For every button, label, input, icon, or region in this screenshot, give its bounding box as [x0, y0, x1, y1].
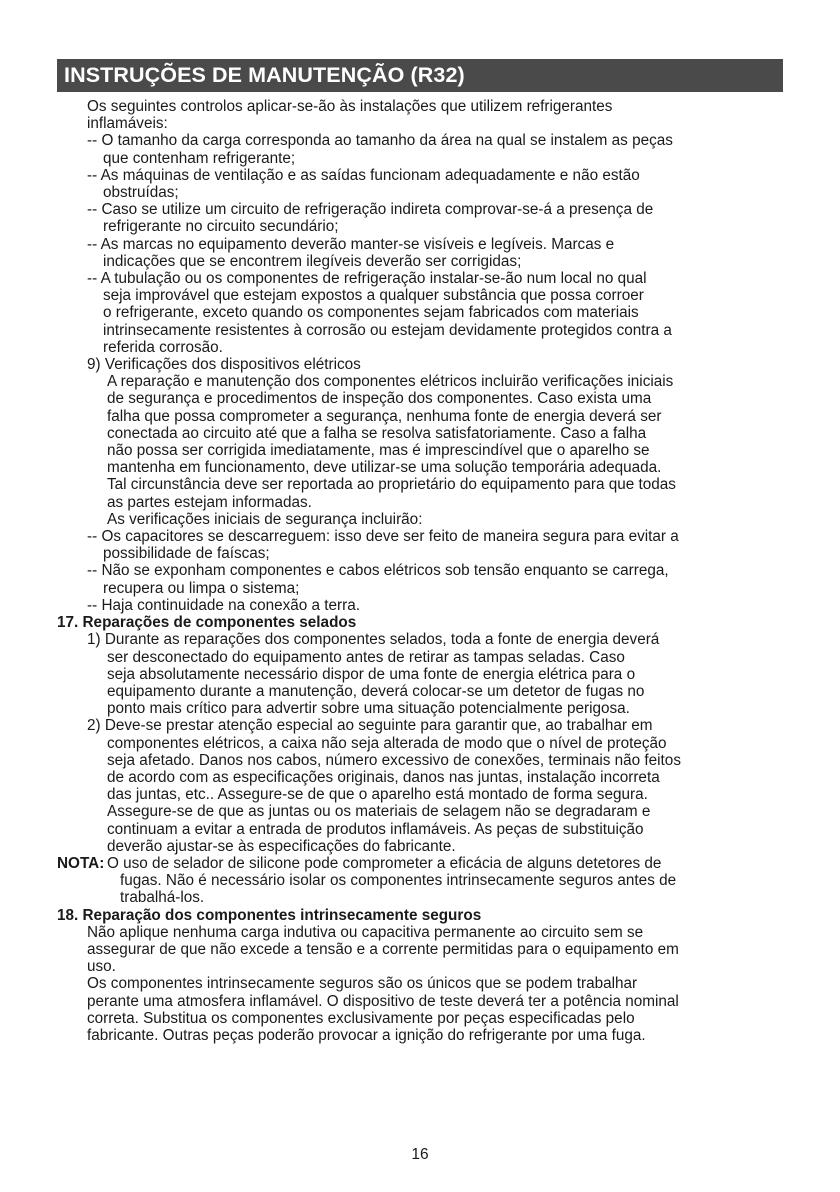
section-9-line: falha que possa comprometer a segurança, nenhuma fonte de energia deverá ser: [107, 407, 662, 425]
section-18-line: uso.: [87, 958, 116, 976]
section-17-line: seja afetado. Danos nos cabos, número excessivo de conexões, terminais não feitos: [107, 751, 681, 769]
nota-label: NOTA:: [57, 854, 105, 872]
section-9-item-line: recupera ou limpa o sistema;: [103, 579, 300, 597]
check-item-line: -- O tamanho da carga corresponda ao tamanho da área na qual se instalem as peças: [87, 132, 673, 150]
page-header: [57, 59, 783, 92]
document-body: [0, 98, 840, 1044]
check-item-line: referida corrosão.: [103, 338, 223, 356]
section-17-line: Assegure-se de que as juntas ou os materiais de selagem não se degradaram e: [107, 803, 651, 821]
section-17-line: componentes elétricos, a caixa não seja alterada de modo que o nível de proteção: [107, 734, 667, 752]
section-18-title: 18. Reparação dos componentes intrinsecamente seguros: [57, 906, 482, 924]
section-17-title: 17. Reparações de componentes selados: [57, 614, 357, 632]
nota-line: [0, 855, 840, 872]
section-17-line: ponto mais crítico para advertir sobre uma situação potencialmente perigosa.: [107, 700, 630, 718]
section-9-line: conectada ao circuito até que a falha se resolva satisfatoriamente. Caso a falha: [107, 424, 647, 442]
section-9-item-line: -- Os capacitores se descarreguem: isso deve ser feito de maneira segura para evitar a: [87, 528, 679, 546]
section-17-line: 2) Deve-se prestar atenção especial ao seguinte para garantir que, ao trabalhar em: [87, 717, 653, 735]
section-17-line: das juntas, etc.. Assegure-se de que o aparelho está montado de forma segura.: [107, 786, 648, 804]
check-item-line: -- A tubulação ou os componentes de refrigeração instalar-se-ão num local no qual: [87, 270, 647, 288]
check-item-line: -- As máquinas de ventilação e as saídas funcionam adequadamente e não estão: [87, 166, 640, 184]
page-number: 16: [411, 1146, 429, 1163]
check-item-line: seja improvável que estejam expostos a qualquer substância que possa corroer: [103, 287, 644, 305]
check-item-line: refrigerante no circuito secundário;: [103, 218, 339, 236]
section-17-line: deverão ajustar-se às especificações do fabricante.: [107, 837, 456, 855]
section-9-item-line: possibilidade de faíscas;: [103, 545, 270, 563]
section-17-line: de acordo com as especificações originais, danos nas juntas, instalação incorreta: [107, 768, 660, 786]
section-9-line: As verificações iniciais de segurança incluirão:: [107, 510, 423, 528]
section-17-line: ser desconectado do equipamento antes de retirar as tampas seladas. Caso: [107, 648, 625, 666]
section-9-item-line: -- Haja continuidade na conexão a terra.: [87, 596, 360, 614]
section-9-line: Tal circunstância deve ser reportada ao proprietário do equipamento para que todas: [107, 476, 676, 494]
intro-line: inflamáveis:: [87, 115, 168, 133]
header-title: INSTRUÇÕES DE MANUTENÇÃO (R32): [64, 63, 465, 87]
section-9-title: 9) Verificações dos dispositivos elétricos: [87, 356, 361, 374]
section-9-line: de segurança e procedimentos de inspeção dos componentes. Caso exista uma: [107, 390, 652, 408]
check-item-line: o refrigerante, exceto quando os componentes sejam fabricados com materiais: [103, 304, 639, 322]
check-item-line: -- Caso se utilize um circuito de refrigeração indireta comprovar-se-á a presença de: [87, 201, 654, 219]
check-item-line: indicações que se encontrem ilegíveis deverão ser corrigidas;: [103, 252, 522, 270]
nota-line: trabalhá-los.: [120, 889, 205, 907]
section-9-line: mantenha em funcionamento, deve utilizar-se uma solução temporária adequada.: [107, 459, 662, 477]
section-18-line: correta. Substitua os componentes exclusivamente por peças especificadas pelo: [87, 1009, 635, 1027]
check-item-line: que contenham refrigerante;: [103, 149, 296, 167]
intro-line: Os seguintes controlos aplicar-se-ão às instalações que utilizem refrigerantes: [87, 98, 613, 115]
section-9-line: não possa ser corrigida imediatamente, mas é imprescindível que o aparelho se: [107, 442, 650, 460]
section-17-line: 1) Durante as reparações dos componentes selados, toda a fonte de energia deverá: [87, 631, 660, 649]
section-9-line: as partes estejam informadas.: [107, 493, 312, 511]
section-9-line: A reparação e manutenção dos componentes elétricos incluirão verificações iniciais: [107, 373, 674, 391]
section-17-line: seja absolutamente necessário dispor de uma fonte de energia elétrica para o: [107, 665, 636, 683]
section-18-line: fabricante. Outras peças poderão provocar a ignição do refrigerante por uma fuga.: [87, 1026, 646, 1044]
nota-text: O uso de selador de silicone pode comprometer a eficácia de alguns detetores de: [107, 854, 662, 872]
section-18-line: Não aplique nenhuma carga indutiva ou capacitiva permanente ao circuito sem se: [87, 923, 644, 941]
section-18-line: assegurar de que não excede a tensão e a corrente permitidas para o equipamento em: [87, 940, 679, 958]
nota-line: fugas. Não é necessário isolar os componentes intrinsecamente seguros antes de: [120, 872, 677, 890]
check-item-line: intrinsecamente resistentes à corrosão ou estejam devidamente protegidos contra a: [103, 321, 672, 339]
section-18-line: Os componentes intrinsecamente seguros são os únicos que se podem trabalhar: [87, 975, 638, 993]
section-18-line: perante uma atmosfera inflamável. O dispositivo de teste deverá ter a potência nominal: [87, 992, 679, 1010]
section-9-item-line: -- Não se exponham componentes e cabos elétricos sob tensão enquanto se carrega,: [87, 562, 669, 580]
check-item-line: obstruídas;: [103, 184, 179, 202]
section-17-line: continuam a evitar a entrada de produtos inflamáveis. As peças de substituição: [107, 820, 644, 838]
check-item-line: -- As marcas no equipamento deverão manter-se visíveis e legíveis. Marcas e: [87, 235, 615, 253]
section-17-line: equipamento durante a manutenção, deverá colocar-se um detetor de fugas no: [107, 682, 645, 700]
